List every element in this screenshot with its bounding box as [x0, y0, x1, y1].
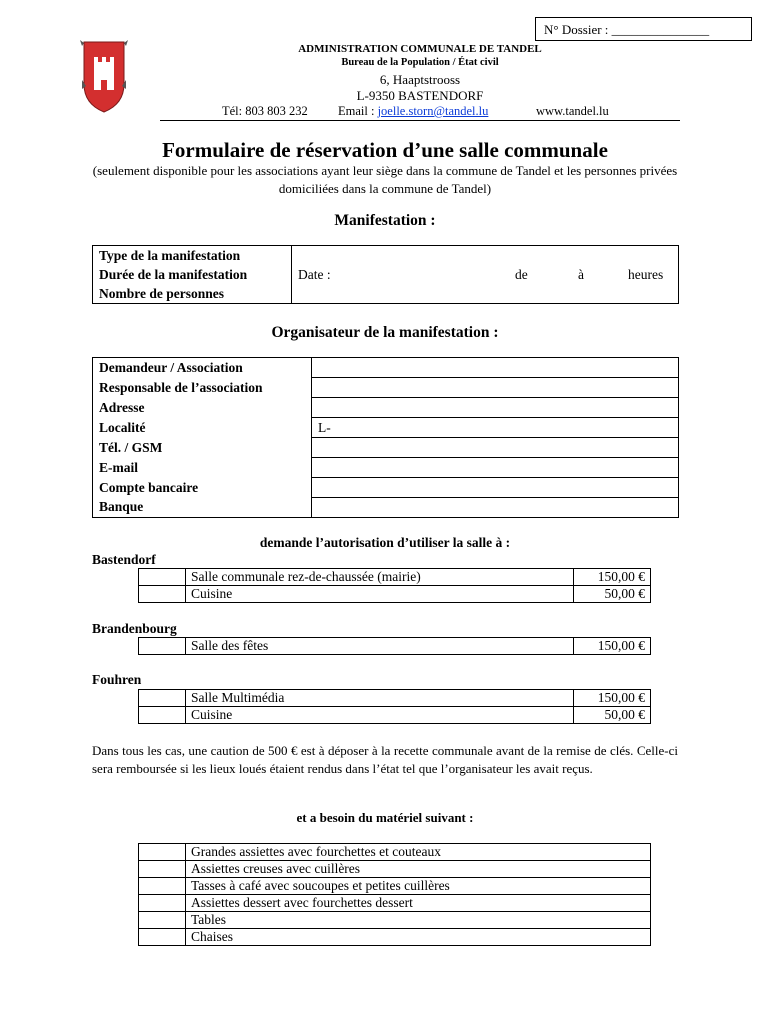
checkbox[interactable] [139, 638, 186, 655]
checkbox[interactable] [139, 878, 186, 895]
nombre-field[interactable] [292, 284, 679, 304]
duree-label: Durée de la manifestation [93, 265, 292, 284]
dossier-number-field[interactable]: N° Dossier : _______________ [535, 17, 752, 41]
phone-number: Tél: 803 803 232 [222, 104, 308, 118]
email-block [338, 104, 488, 119]
salle-price: 150,00 € [574, 638, 651, 655]
checkbox[interactable] [139, 844, 186, 861]
location-fouhren: Fouhren [92, 672, 142, 687]
email-label-row: E-mail [93, 458, 312, 478]
organisateur-heading: Organisateur de la manifestation : [271, 324, 499, 341]
materiel-table [138, 843, 651, 946]
materiel-label: Chaises [186, 929, 651, 946]
email-link[interactable]: joelle.storn@tandel.lu [377, 104, 489, 118]
contact-line [160, 104, 680, 121]
brandenbourg-table [138, 637, 651, 655]
demandeur-label: Demandeur / Association [93, 358, 312, 378]
type-label: Type de la manifestation [93, 246, 292, 266]
compte-field[interactable] [312, 478, 679, 498]
organisateur-table [92, 357, 679, 518]
materiel-label: Tasses à café avec soucoupes et petites cuillères [186, 878, 651, 895]
localite-label: Localité [93, 418, 312, 438]
telephone-label: Tél. / GSM [93, 438, 312, 458]
a-label: à [578, 267, 584, 282]
heures-label: heures [628, 267, 664, 282]
materiel-label: Tables [186, 912, 651, 929]
salle-price: 50,00 € [574, 586, 651, 603]
email-label: Email : [338, 104, 378, 118]
form-subtitle: (seulement disponible pour les associations ayant leur siège dans la commune de Tandel et les personnes privées domiciliées dans la commune de Tandel) [92, 163, 678, 196]
location-bastendorf: Bastendorf [92, 552, 156, 567]
salle-price: 50,00 € [574, 707, 651, 724]
materiel-label: Grandes assiettes avec fourchettes et couteaux [186, 844, 651, 861]
checkbox[interactable] [139, 912, 186, 929]
checkbox[interactable] [139, 895, 186, 912]
form-title: Formulaire de réservation d’une salle communale [162, 138, 608, 162]
checkbox[interactable] [139, 929, 186, 946]
duree-field[interactable] [292, 265, 679, 284]
administration-name: ADMINISTRATION COMMUNALE DE TANDEL [298, 43, 542, 55]
location-brandenbourg: Brandenbourg [92, 621, 177, 636]
adresse-field[interactable] [312, 398, 679, 418]
demande-heading: demande l’autorisation d’utiliser la salle à : [259, 535, 511, 550]
checkbox[interactable] [139, 569, 186, 586]
responsable-label: Responsable de l’association [93, 378, 312, 398]
bureau-name: Bureau de la Population / État civil [341, 57, 499, 68]
salle-label: Cuisine [186, 586, 574, 603]
manifestation-heading: Manifestation : [334, 212, 436, 229]
materiel-label: Assiettes creuses avec cuillères [186, 861, 651, 878]
localite-field[interactable]: L- [312, 418, 679, 438]
salle-label: Cuisine [186, 707, 574, 724]
banque-label: Banque [93, 498, 312, 518]
website-link[interactable]: www.tandel.lu [536, 104, 609, 118]
compte-label: Compte bancaire [93, 478, 312, 498]
materiel-label: Assiettes dessert avec fourchettes dessert [186, 895, 651, 912]
materiel-heading: et a besoin du matériel suivant : [296, 810, 474, 825]
bastendorf-table [138, 568, 651, 603]
banque-field[interactable] [312, 498, 679, 518]
address-street: 6, Haaptstrooss [379, 72, 461, 87]
salle-label: Salle communale rez-de-chaussée (mairie) [186, 569, 574, 586]
salle-label: Salle Multimédia [186, 690, 574, 707]
checkbox[interactable] [139, 586, 186, 603]
tandel-coat-of-arms-logo [78, 36, 130, 116]
responsable-field[interactable] [312, 378, 679, 398]
salle-label: Salle des fêtes [186, 638, 574, 655]
de-label: de [515, 267, 528, 282]
checkbox[interactable] [139, 707, 186, 724]
email-field[interactable] [312, 458, 679, 478]
checkbox[interactable] [139, 861, 186, 878]
caution-paragraph: Dans tous les cas, une caution de 500 € est à déposer à la recette communale avant de la remise de clés. Celle-ci sera remboursée si les lieux loués étaient rendus dans l’état tel que l’organisateur les avait reçus. [92, 743, 678, 776]
fouhren-table [138, 689, 651, 724]
date-label: Date : [298, 267, 331, 282]
adresse-label: Adresse [93, 398, 312, 418]
address-city: L-9350 BASTENDORF [356, 88, 484, 103]
salle-price: 150,00 € [574, 690, 651, 707]
checkbox[interactable] [139, 690, 186, 707]
nombre-label: Nombre de personnes [93, 284, 292, 304]
type-field[interactable] [292, 246, 679, 266]
salle-price: 150,00 € [574, 569, 651, 586]
demandeur-field[interactable] [312, 358, 679, 378]
manifestation-table [92, 245, 679, 304]
telephone-field[interactable] [312, 438, 679, 458]
